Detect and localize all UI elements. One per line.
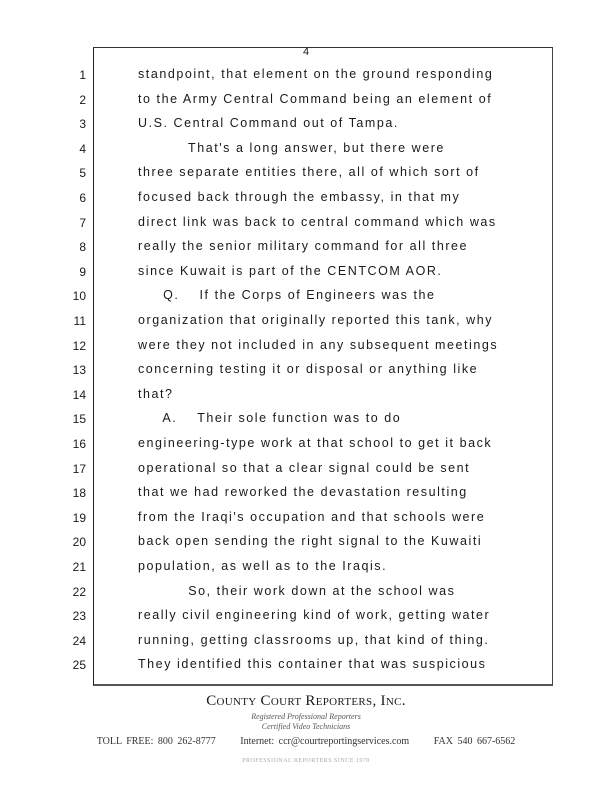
line-number: 5 (79, 166, 86, 181)
line-number: 6 (79, 191, 86, 205)
line-number: 16 (72, 437, 86, 451)
transcript-line-text: back open sending the right signal to the Kuwaiti (138, 534, 483, 549)
line-number: 14 (72, 387, 86, 402)
transcript-line-text: focused back through the embassy, in that my (138, 190, 461, 204)
line-number: 2 (79, 92, 86, 107)
line-number: 12 (72, 338, 86, 353)
transcript-line-text: population, as well as to the Iraqis. (138, 559, 388, 573)
firm-subtitle-1: Registered Professional Reporters (251, 712, 361, 721)
line-number: 17 (72, 461, 86, 476)
transcript-line-text: from the Iraqi's occupation and that schools were (138, 509, 486, 524)
line-number: 11 (73, 314, 86, 328)
transcript-line-text: They identified this container that was suspicious (138, 657, 487, 672)
transcript-line-text: that we had reworked the devastation resulting (138, 485, 468, 500)
transcript-line-text: really civil engineering kind of work, getting water (138, 608, 491, 623)
line-number: 22 (72, 584, 86, 599)
firm-tagline: PROFESSIONAL REPORTERS SINCE 1970 (242, 758, 370, 764)
line-number: 3 (79, 117, 86, 132)
line-number: 1 (79, 68, 86, 82)
line-number: 21 (72, 560, 86, 574)
transcript-line-text: concerning testing it or disposal or anything like (138, 362, 479, 377)
line-number: 7 (79, 215, 86, 230)
transcript-line-text: really the senior military command for all three (138, 239, 469, 254)
transcript-line-text: were they not included in any subsequent meetings (138, 337, 499, 352)
transcript-line-text: That's a long answer, but there were (138, 140, 445, 155)
line-number: 24 (72, 633, 86, 648)
transcript-line-text: engineering-type work at that school to get it back (138, 436, 493, 450)
line-number: 4 (79, 141, 86, 156)
firm-subtitle-2: Certified Video Technicians (261, 722, 351, 731)
line-number: 19 (72, 510, 86, 525)
firm-name: County Court Reporters, Inc. (206, 693, 406, 709)
line-number: 10 (72, 289, 86, 304)
internet-email: Internet: ccr@courtreportingservices.com (240, 736, 410, 747)
transcript-line-text: A. Their sole function was to do (138, 411, 402, 426)
transcript-line-text: since Kuwait is part of the CENTCOM AOR. (138, 263, 443, 278)
line-number: 25 (72, 658, 86, 673)
transcript-line-text: three separate entities there, all of which sort of (138, 165, 480, 180)
transcript-line-text: standpoint, that element on the ground responding (138, 67, 494, 81)
transcript-line-text: U.S. Central Command out of Tampa. (138, 116, 399, 131)
line-number: 9 (79, 264, 86, 279)
transcript-line-text: direct link was back to central command which was (138, 214, 497, 229)
transcript-line-text: operational so that a clear signal could be sent (138, 460, 471, 475)
transcript-line-text: organization that originally reported this tank, why (138, 313, 494, 327)
line-number: 8 (79, 240, 86, 255)
transcript-line-text: running, getting classrooms up, that kind of thing. (138, 632, 490, 647)
contact-line (0, 736, 612, 747)
line-number: 20 (72, 535, 86, 550)
toll-free-number: TOLL FREE: 800 262-8777 (96, 736, 216, 747)
transcript-line-text: Q. If the Corps of Engineers was the (138, 288, 436, 303)
page-number: 4 (302, 46, 310, 58)
line-number: 18 (72, 486, 86, 501)
line-number: 23 (72, 609, 86, 624)
transcript-line-text: to the Army Central Command being an element of (138, 91, 493, 106)
line-number: 13 (72, 363, 86, 378)
transcript-line-text: that? (138, 386, 174, 401)
fax-number: FAX 540 667-6562 (433, 736, 516, 747)
transcript-line-text: So, their work down at the school was (138, 583, 456, 598)
line-number: 15 (72, 412, 86, 427)
